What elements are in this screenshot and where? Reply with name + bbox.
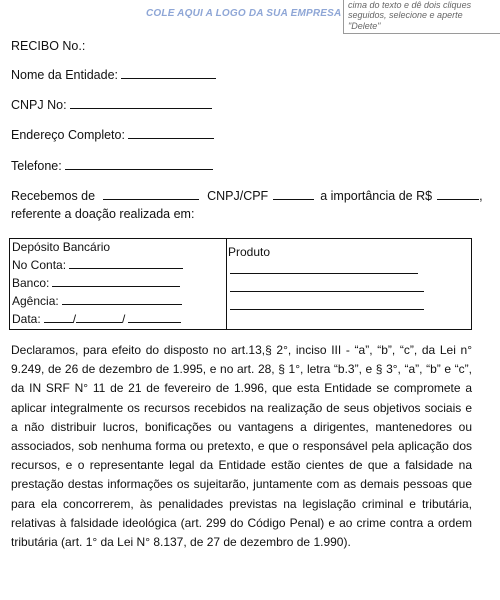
importancia-blank[interactable]	[437, 198, 479, 200]
date-separator: /	[122, 312, 126, 326]
referente-text: referente a doação realizada em:	[11, 207, 195, 221]
banco-blank[interactable]	[52, 285, 180, 287]
declaration-paragraph: Declaramos, para efeito do disposto no art.13,§ 2°, inciso III - “a”, “b”, “c”, da Lei n° 9.249, de 26 de dezembro de 1.995, e no art. 28, § 1°, letra “b.3”, e § 3°, “a”, “b” e “c”, da IN SRF N° 11 de 21 de fevereiro de 1.996, que esta Entidade se compromete a aplicar integralmente os recursos recebidos na realização de seus objetivos sociais e a não distribuir lucros, bonificações ou vantagens a dirigentes, mantenedores ou associados, sob nenhuma forma ou pretexto, e que o responsável pela aplicação dos recursos, e o representante legal da Entidade estão cientes de que a falsidade na prestação destas informações os sujeitarão, juntamente com as demais pessoas que para ela concorrerem, às penalidades previstas na legislação criminal e tributária, relativas à falsidade ideológica (art. 299 do Código Penal) e ao crime contra a ordem tributária (art. 1° da Lei N° 8.137, de 27 de dezembro de 1.990).	[11, 343, 472, 550]
entidade-field[interactable]	[11, 68, 216, 82]
banco-field[interactable]	[12, 276, 180, 290]
instruction-line: "Delete"	[348, 20, 381, 31]
endereco-blank[interactable]	[128, 137, 214, 139]
deposito-title: Depósito Bancário	[12, 240, 111, 254]
recibo-field[interactable]	[11, 39, 85, 53]
cnpj-cpf-label: CNPJ/CPF	[207, 189, 269, 203]
entidade-label: Nome da Entidade:	[11, 68, 119, 82]
telefone-blank[interactable]	[65, 168, 213, 170]
cnpj-label: CNPJ No:	[11, 98, 67, 112]
date-separator: /	[72, 312, 77, 326]
conta-field[interactable]	[12, 258, 183, 272]
produto-title: Produto	[228, 245, 271, 259]
instruction-note	[343, 0, 500, 34]
entidade-blank[interactable]	[121, 77, 216, 79]
donation-box	[9, 238, 472, 330]
box-divider	[226, 239, 227, 329]
data-label: Data:	[12, 312, 41, 326]
importancia-label: a importância de R$	[320, 189, 433, 203]
recebemos-label: Recebemos de	[11, 189, 96, 203]
recebemos-line	[11, 189, 483, 203]
cnpj-blank[interactable]	[70, 107, 212, 109]
recebemos-blank[interactable]	[103, 198, 199, 200]
importancia-comma: ,	[479, 189, 483, 203]
endereco-field[interactable]	[11, 128, 214, 142]
telefone-field[interactable]	[11, 159, 213, 173]
banco-label: Banco:	[12, 276, 50, 290]
data-year-blank[interactable]	[128, 321, 181, 323]
referente-line	[11, 207, 194, 221]
conta-blank[interactable]	[69, 267, 183, 269]
produto-blank[interactable]	[230, 309, 424, 310]
endereco-label: Endereço Completo:	[11, 128, 125, 142]
agencia-field[interactable]	[12, 294, 182, 308]
data-day-blank[interactable]	[44, 321, 73, 323]
agencia-label: Agência:	[12, 294, 59, 308]
instruction-line: seguidos, selecione e aperte	[348, 10, 463, 20]
telefone-label: Telefone:	[11, 159, 62, 173]
agencia-blank[interactable]	[62, 303, 182, 305]
data-field[interactable]	[12, 312, 181, 326]
instruction-line: cima do texto e dê dois cliques	[348, 0, 472, 10]
produto-blank[interactable]	[230, 291, 424, 292]
recibo-label: RECIBO No.:	[11, 39, 86, 53]
data-month-blank[interactable]	[76, 321, 122, 323]
cnpj-field[interactable]	[11, 98, 212, 112]
conta-label: No Conta:	[12, 258, 67, 272]
cnpj-cpf-blank[interactable]	[273, 198, 314, 200]
produto-blank[interactable]	[230, 273, 418, 274]
logo-placeholder: COLE AQUI A LOGO DA SUA EMPRESA	[146, 8, 342, 19]
